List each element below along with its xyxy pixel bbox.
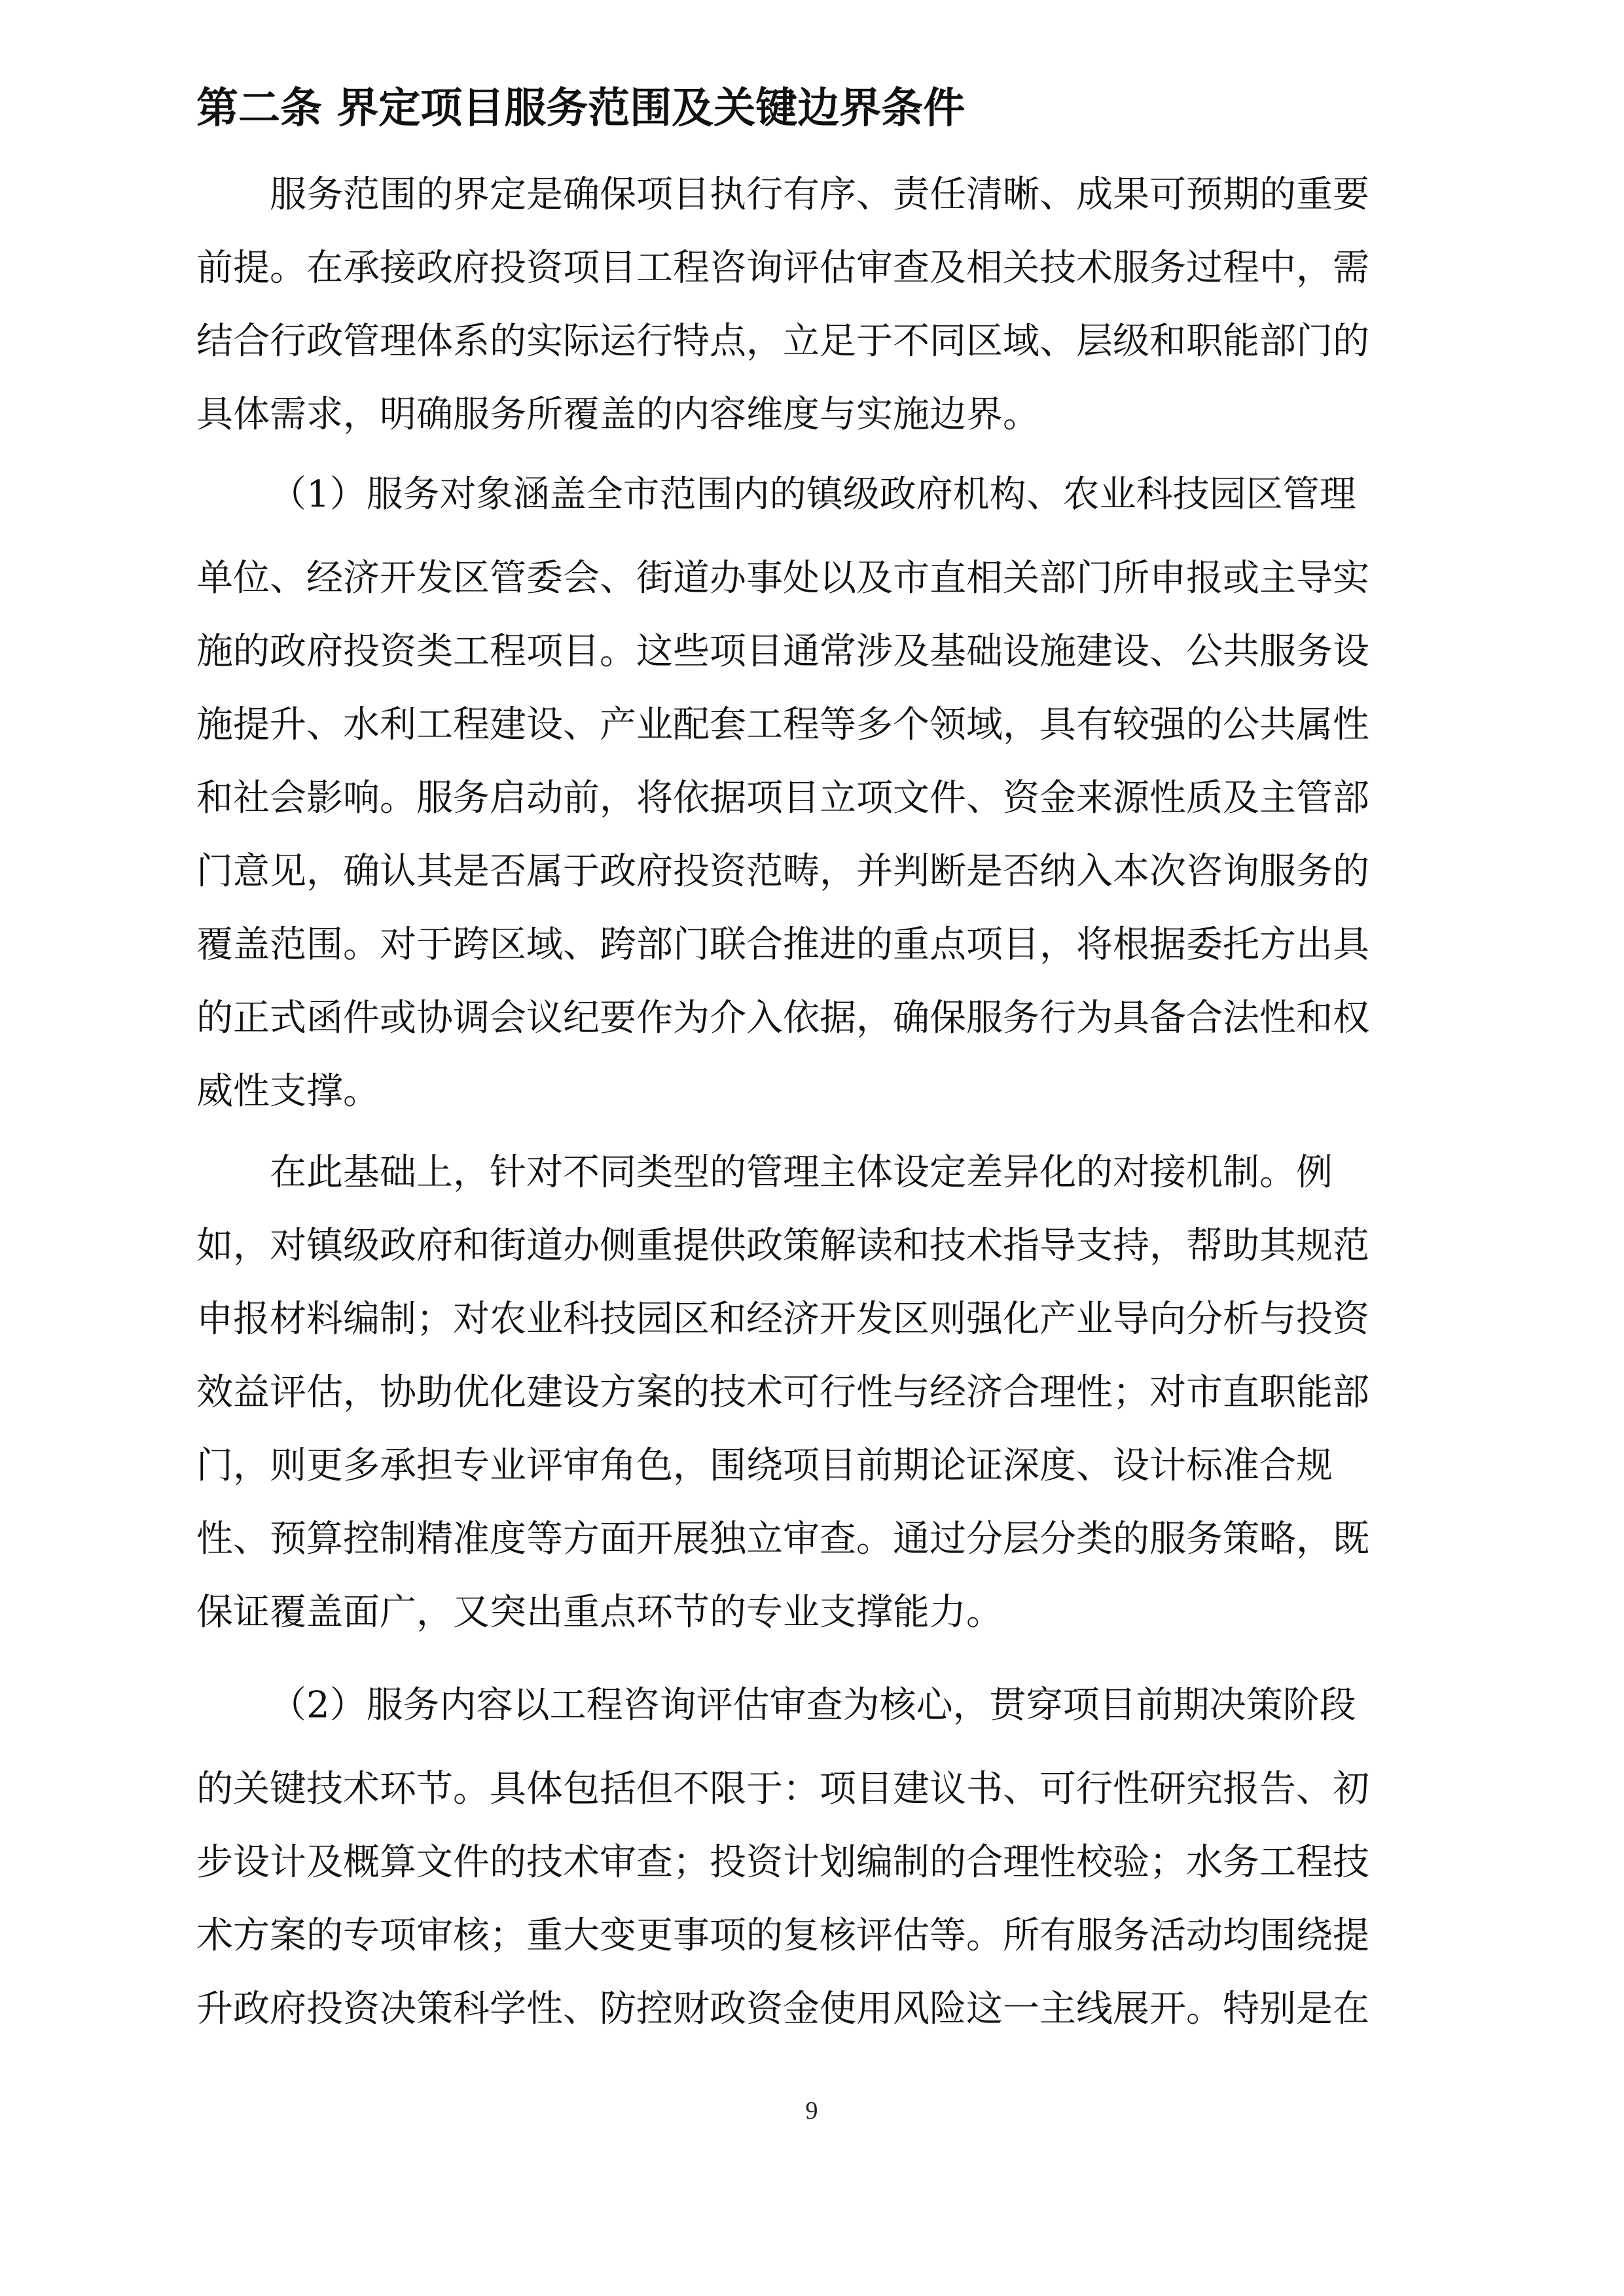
paragraph-3-line-1: 在此基础上，针对不同类型的管理主体设定差异化的对接机制。例 bbox=[270, 1151, 1333, 1194]
paragraph-2-line-1: （1）服务对象涵盖全市范围内的镇级政府机构、农业科技园区管理 bbox=[270, 473, 1356, 516]
paragraph-1-line-4: 具体需求，明确服务所覆盖的内容维度与实施边界。 bbox=[196, 393, 1039, 436]
paragraph-4-line-3: 步设计及概算文件的技术审查；投资计划编制的合理性校验；水务工程技 bbox=[196, 1841, 1369, 1884]
paragraph-3-line-4: 效益评估，协助优化建设方案的技术可行性与经济合理性；对市直职能部 bbox=[196, 1371, 1369, 1414]
section-heading: 第二条 界定项目服务范围及关键边界条件 bbox=[196, 84, 965, 133]
page-number: 9 bbox=[805, 2097, 818, 2125]
paragraph-1-line-1: 服务范围的界定是确保项目执行有序、责任清晰、成果可预期的重要 bbox=[270, 173, 1369, 216]
paragraph-4-line-2: 的关键技术环节。具体包括但不限于：项目建议书、可行性研究报告、初 bbox=[196, 1768, 1369, 1810]
paragraph-4-line-4: 术方案的专项审核；重大变更事项的复核评估等。所有服务活动均围绕提 bbox=[196, 1914, 1369, 1957]
paragraph-2-line-8: 的正式函件或协调会议纪要作为介入依据，确保服务行为具备合法性和权 bbox=[196, 997, 1369, 1039]
paragraph-2-line-3: 施的政府投资类工程项目。这些项目通常涉及基础设施建设、公共服务设 bbox=[196, 630, 1369, 673]
paragraph-3-line-5: 门，则更多承担专业评审角色，围绕项目前期论证深度、设计标准合规 bbox=[196, 1444, 1333, 1487]
paragraph-1-line-2: 前提。在承接政府投资项目工程咨询评估审查及相关技术服务过程中，需 bbox=[196, 247, 1369, 289]
paragraph-2-line-7: 覆盖范围。对于跨区域、跨部门联合推进的重点项目，将根据委托方出具 bbox=[196, 924, 1369, 966]
paragraph-4-line-1: （2）服务内容以工程咨询评估审查为核心，贯穿项目前期决策阶段 bbox=[270, 1684, 1356, 1727]
paragraph-4-line-5: 升政府投资决策科学性、防控财政资金使用风险这一主线展开。特别是在 bbox=[196, 1988, 1369, 2030]
paragraph-3-line-7: 保证覆盖面广，又突出重点环节的专业支撑能力。 bbox=[196, 1591, 1003, 1634]
paragraph-2-line-6: 门意见，确认其是否属于政府投资范畴，并判断是否纳入本次咨询服务的 bbox=[196, 850, 1369, 893]
paragraph-3-line-3: 申报材料编制；对农业科技园区和经济开发区则强化产业导向分析与投资 bbox=[196, 1298, 1369, 1340]
paragraph-3-line-2: 如，对镇级政府和街道办侧重提供政策解读和技术指导支持，帮助其规范 bbox=[196, 1225, 1369, 1267]
paragraph-1-line-3: 结合行政管理体系的实际运行特点，立足于不同区域、层级和职能部门的 bbox=[196, 320, 1369, 363]
paragraph-2-line-4: 施提升、水利工程建设、产业配套工程等多个领域，具有较强的公共属性 bbox=[196, 704, 1369, 746]
paragraph-2-line-9: 威性支撑。 bbox=[196, 1070, 380, 1113]
paragraph-2-line-5: 和社会影响。服务启动前，将依据项目立项文件、资金来源性质及主管部 bbox=[196, 777, 1369, 819]
paragraph-3-line-6: 性、预算控制精准度等方面开展独立审查。通过分层分类的服务策略，既 bbox=[196, 1518, 1369, 1560]
paragraph-2-line-2: 单位、经济开发区管委会、街道办事处以及市直相关部门所申报或主导实 bbox=[196, 557, 1369, 600]
